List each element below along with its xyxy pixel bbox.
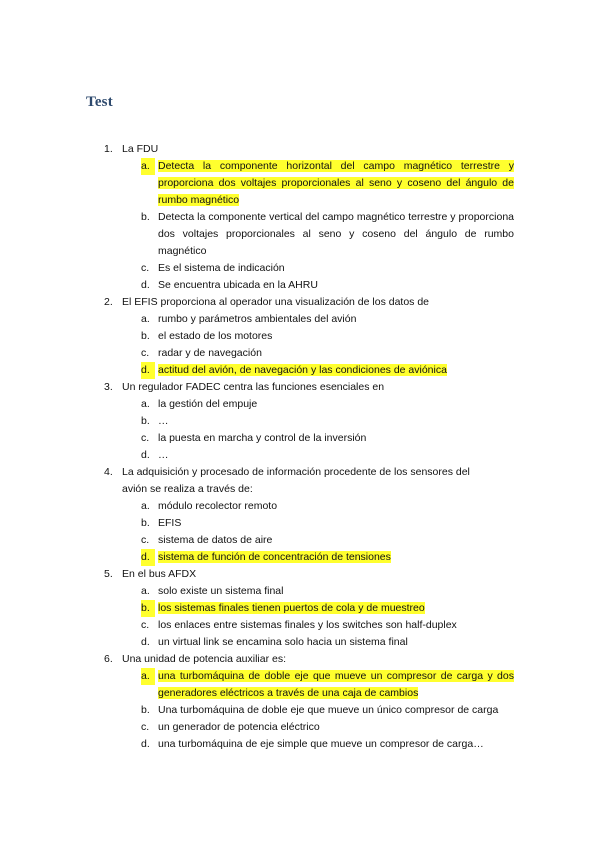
answer-option (0, 532, 599, 549)
question-item (0, 464, 599, 566)
answer-text-block (158, 209, 514, 260)
answer-letter: d. (141, 449, 150, 461)
answer-option (0, 345, 599, 362)
answer-option (0, 413, 599, 430)
answer-text: sistema de función de concentración de tensiones (158, 551, 391, 563)
answer-text-block (158, 736, 514, 753)
answer-text: Una turbomáquina de doble eje que mueve un único compresor de carga (158, 704, 499, 716)
answer-option (0, 430, 599, 447)
answer-text: una turbomáquina de eje simple que mueve un compresor de carga… (158, 738, 484, 750)
answer-text-block (158, 702, 514, 719)
answer-option-highlighted (0, 158, 599, 209)
answer-text-block (158, 413, 514, 430)
answer-letter: d. (141, 279, 150, 291)
answer-text-block (158, 328, 514, 345)
answer-text: Detecta la componente vertical del campo magnético terrestre y proporciona dos voltajes proporcionales al seno y coseno del ángulo de rumbo magnético (158, 211, 514, 257)
answer-option (0, 311, 599, 328)
answer-text: los enlaces entre sistemas finales y los switches son half-duplex (158, 619, 457, 631)
answer-text: sistema de datos de aire (158, 534, 273, 546)
answer-list (0, 668, 599, 753)
question-number: 6. (104, 653, 113, 665)
question-text: Una unidad de potencia auxiliar es: (122, 653, 287, 665)
answer-letter: d. (141, 636, 150, 648)
question-number: 2. (104, 296, 113, 308)
answer-text: módulo recolector remoto (158, 500, 278, 512)
answer-text: la gestión del empuje (158, 398, 258, 410)
answer-text: actitud del avión, de navegación y las condiciones de aviónica (158, 364, 447, 376)
answer-text-block (158, 515, 514, 532)
answer-letter: a. (141, 500, 150, 512)
answer-letter: c. (141, 721, 150, 733)
answer-text: Es el sistema de indicación (158, 262, 285, 274)
answer-option (0, 736, 599, 753)
answer-letter: d. (141, 362, 155, 379)
answer-option-highlighted (0, 549, 599, 566)
answer-letter: b. (141, 415, 150, 427)
answer-list (0, 498, 599, 566)
answer-text-block (158, 719, 514, 736)
answer-letter: c. (141, 347, 150, 359)
answer-letter: c. (141, 619, 150, 631)
answer-text: … (158, 449, 169, 461)
answer-text: un generador de potencia eléctrico (158, 721, 320, 733)
question-text: La FDU (122, 143, 159, 155)
page-title: Test (86, 94, 113, 110)
answer-option-highlighted (0, 668, 599, 702)
answer-option (0, 583, 599, 600)
answer-letter: c. (141, 262, 150, 274)
answer-text-block (158, 583, 514, 600)
answer-list (0, 396, 599, 464)
question-item (0, 141, 599, 294)
answer-letter: d. (141, 549, 155, 566)
answer-letter: a. (141, 585, 150, 597)
answer-option (0, 328, 599, 345)
answer-text-block (158, 617, 514, 634)
answer-text-block (158, 634, 514, 651)
answer-list (0, 158, 599, 294)
question-item (0, 566, 599, 651)
answer-option (0, 498, 599, 515)
answer-letter: b. (141, 330, 150, 342)
answer-option (0, 634, 599, 651)
answer-text: la puesta en marcha y control de la inversión (158, 432, 367, 444)
answer-text: solo existe un sistema final (158, 585, 284, 597)
answer-text: Detecta la componente horizontal del campo magnético terrestre y proporciona dos voltajes proporcionales al seno y coseno del ángulo de rumbo magnético (158, 160, 514, 206)
answer-text: EFIS (158, 517, 182, 529)
answer-letter: c. (141, 534, 150, 546)
answer-list (0, 583, 599, 651)
answer-text: … (158, 415, 169, 427)
answer-letter: a. (141, 668, 155, 685)
answer-letter: a. (141, 398, 150, 410)
answer-text-block (158, 396, 514, 413)
answer-text-block (158, 277, 514, 294)
answer-text: una turbomáquina de doble eje que mueve un compresor de carga y dos generadores eléctricos a través de una caja de cambios (158, 670, 514, 699)
answer-option (0, 617, 599, 634)
answer-letter: d. (141, 738, 150, 750)
question-list (0, 141, 599, 753)
answer-text-block (158, 158, 514, 209)
answer-text-block (158, 345, 514, 362)
question-number: 5. (104, 568, 113, 580)
question-item (0, 651, 599, 753)
answer-letter: a. (141, 313, 150, 325)
answer-text: rumbo y parámetros ambientales del avión (158, 313, 357, 325)
answer-text: los sistemas finales tienen puertos de cola y de muestreo (158, 602, 425, 614)
answer-text: radar y de navegación (158, 347, 262, 359)
answer-letter: a. (141, 158, 155, 175)
answer-letter: b. (141, 704, 150, 716)
answer-option (0, 260, 599, 277)
question-text: En el bus AFDX (122, 568, 197, 580)
answer-option (0, 719, 599, 736)
answer-option-highlighted (0, 362, 599, 379)
answer-text-block (158, 430, 514, 447)
question-text: El EFIS proporciona al operador una visualización de los datos de (122, 296, 430, 308)
question-text: La adquisición y procesado de información procedente de los sensores del avión se realiza a través de: (122, 466, 470, 495)
answer-option (0, 702, 599, 719)
answer-text-block (158, 447, 514, 464)
answer-text-block (158, 362, 514, 379)
question-item (0, 379, 599, 464)
answer-text-block (158, 600, 514, 617)
answer-option (0, 209, 599, 260)
answer-text-block (158, 498, 514, 515)
answer-text: un virtual link se encamina solo hacia un sistema final (158, 636, 408, 648)
answer-text-block (158, 549, 514, 566)
answer-option (0, 277, 599, 294)
answer-text-block (158, 260, 514, 277)
answer-option (0, 515, 599, 532)
answer-letter: b. (141, 517, 150, 529)
answer-text-block (158, 668, 514, 702)
answer-letter: b. (141, 600, 155, 617)
answer-text: Se encuentra ubicada en la AHRU (158, 279, 318, 291)
answer-list (0, 311, 599, 379)
question-text: Un regulador FADEC centra las funciones esenciales en (122, 381, 385, 393)
question-item (0, 294, 599, 379)
question-number: 4. (104, 466, 113, 478)
answer-option-highlighted (0, 600, 599, 617)
answer-option (0, 396, 599, 413)
answer-text-block (158, 532, 514, 549)
question-number: 1. (104, 143, 113, 155)
answer-option (0, 447, 599, 464)
answer-text-block (158, 311, 514, 328)
answer-letter: b. (141, 211, 150, 223)
answer-letter: c. (141, 432, 150, 444)
question-number: 3. (104, 381, 113, 393)
answer-text: el estado de los motores (158, 330, 273, 342)
